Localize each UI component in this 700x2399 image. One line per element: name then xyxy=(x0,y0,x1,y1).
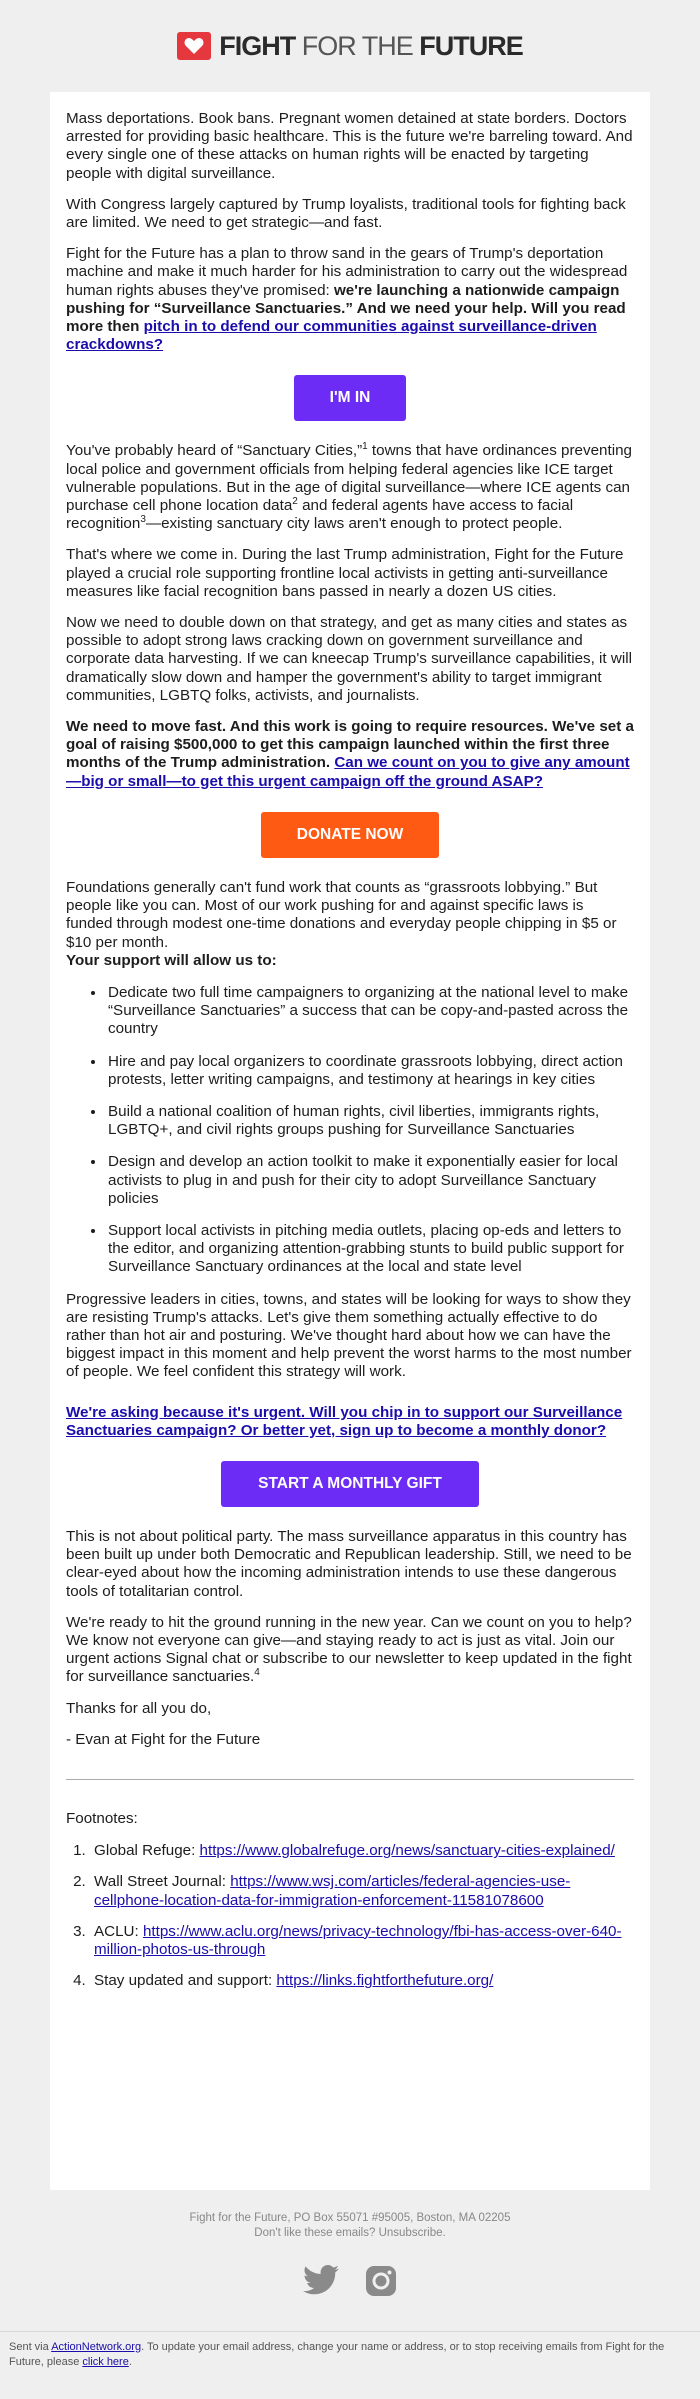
footnote-link[interactable]: https://links.fightforthefuture.org/ xyxy=(276,1972,494,1990)
paragraph-progressive-leaders: Progressive leaders in cities, towns, and states will be looking for ways to show they are resisting Trump's attacks. Let's give them something actually effective to do rather than hot air and posturing. We've thought hard about how we can have the biggest impact in this moment and help prevent the worst harms to the most number of people. We feel confident this strategy will work. xyxy=(66,1290,632,1381)
social-links xyxy=(0,2265,700,2297)
fight-for-the-future-logo[interactable] xyxy=(177,31,523,62)
heart-icon xyxy=(177,32,211,60)
list-item: • Design and develop an action toolkit to make it exponentially easier for local activists to plug in and push for their city to adopt Surveillance Sanctuary policies xyxy=(106,1153,634,1208)
monthly-donor-link[interactable]: We're asking because it's urgent. Will you chip in to support our Surveillance Sanctuaries campaign? Or better yet, sign up to become a monthly donor? xyxy=(66,1403,623,1439)
footnote-item: 1. Global Refuge: https://www.globalrefuge.org/news/sanctuary-cities-explained/ xyxy=(90,1842,634,1860)
list-item: • Support local activists in pitching media outlets, placing op-eds and letters to the editor, and organizing attention-grabbing stunts to build public support for Surveillance Sanctuary ordinances at the local and state level xyxy=(106,1222,634,1277)
paragraph-foundations: Foundations generally can't fund work that counts as “grassroots lobbying.” But people like you can. Most of our work pushing for and against specific laws is funded through modest one-time donations and everyday people chipping in $5 or $10 per month. Your support will allow us to: xyxy=(66,878,617,969)
click-here-link[interactable]: click here xyxy=(82,2356,129,2368)
list-item: • Hire and pay local organizers to coordinate grassroots lobbying, direct action protests, letter writing campaigns, and testimony at hearings in key cities xyxy=(106,1053,634,1089)
paragraph-where-we-come-in: That's where we come in. During the last Trump administration, Fight for the Future played a crucial role supporting frontline local activists in getting anti-surveillance measures like facial recognition bans passed in nearly a dozen US cities. xyxy=(66,546,624,600)
paragraph-congress: With Congress largely captured by Trump loyalists, traditional tools for fighting back are limited. We need to get strategic—and fast. xyxy=(66,195,626,232)
footnotes-title: Footnotes: xyxy=(66,1810,138,1827)
footnote-item: 4. Stay updated and support: https://links.fightforthefuture.org/ xyxy=(90,1972,634,1990)
paragraph-urgent xyxy=(66,1404,634,1440)
footnote-item: 2. Wall Street Journal: https://www.wsj.com/articles/federal-agencies-use-cellphone-location-data-for-immigration-enforcement-11581078600 xyxy=(90,1873,634,1909)
pitch-in-link[interactable]: pitch in to defend our communities against surveillance-driven crackdowns? xyxy=(66,318,597,354)
unsubscribe-link[interactable]: Don't like these emails? Unsubscribe. xyxy=(254,2227,446,2239)
email-header xyxy=(0,0,700,92)
start-monthly-gift-button[interactable]: START A MONTHLY GIFT xyxy=(221,1461,479,1507)
list-item: • Dedicate two full time campaigners to organizing at the national level to make “Surveillance Sanctuaries” a success that can be copy-and-pasted across the country xyxy=(106,984,634,1039)
actionnetwork-link[interactable]: ActionNetwork.org xyxy=(51,2341,142,2353)
paragraph-political-party: This is not about political party. The mass surveillance apparatus in this country has been built up under both Democratic and Republican leadership. Still, we need to be clear-eyed about how the incoming administration intends to use these dangerous tools of totalitarian control. xyxy=(66,1527,632,1600)
divider xyxy=(66,1779,634,1780)
paragraph-move-fast: We need to move fast. And this work is going to require resources. We've set a goal of raising $500,000 to get this campaign launched within the first three months of the Trump administration. Can we count on you to give any amount—big or small—to get this urgent campaign off the ground ASAP? xyxy=(66,718,634,790)
paragraph-sanctuary-cities: You've probably heard of “Sanctuary Cities,”$^1$ towns that have ordinances preventing local police and government officials from helping federal agencies like ICE target vulnerable populations. But in the age of digital surveillance—where ICE agents can purchase cell phone location data$^2$ and federal agents have access to facial recognition$^3$—existing sanctuary city laws aren't enough to protect people. xyxy=(66,441,632,533)
sent-via-bar: Sent via ActionNetwork.org. To update your email address, change your name or address, or to stop receiving emails from Fight for the Future, please click here. xyxy=(0,2331,700,2399)
give-any-amount-link[interactable]: Can we count on you to give any amount—big or small—to get this urgent campaign off the ground ASAP? xyxy=(66,754,630,790)
support-list xyxy=(66,984,634,1277)
im-in-button[interactable]: I'M IN xyxy=(294,375,406,421)
mailing-address: Fight for the Future, PO Box 55071 #95005, Boston, MA 02205 xyxy=(189,2212,511,2224)
paragraph-double-down: Now we need to double down on that strategy, and get as many cities and states as possible to adopt strong laws cracking down on government surveillance and corporate data harvesting. If we can kneecap Trump's surveillance capabilities, it will dramatically slow down and hamper the government's ability to target immigrant communities, LGBTQ folks, activists, and journalists. xyxy=(66,614,632,704)
instagram-icon[interactable] xyxy=(365,2265,397,2297)
footnotes-list xyxy=(66,1842,634,1990)
email-body xyxy=(50,92,650,2190)
footer-address xyxy=(0,2211,700,2241)
paragraph-intro: Mass deportations. Book bans. Pregnant women detained at state borders. Doctors arrested for providing basic healthcare. This is the future we're barreling toward. And every single one of these attacks on human rights will be enacted by targeting people with digital surveillance. xyxy=(66,110,633,182)
footnote-link[interactable]: https://www.wsj.com/articles/federal-agencies-use-cellphone-location-data-for-immigration-enforcement-11581078600 xyxy=(94,1873,571,1909)
list-item: • Build a national coalition of human rights, civil liberties, immigrants rights, LGBTQ+, and civil rights groups pushing for Surveillance Sanctuaries xyxy=(106,1103,634,1139)
donate-now-button[interactable]: DONATE NOW xyxy=(261,812,439,858)
twitter-icon[interactable] xyxy=(303,2265,339,2297)
paragraph-plan: Fight for the Future has a plan to throw sand in the gears of Trump's deportation machine and make it much harder for his administration to carry out the widespread human rights abuses they've promised: we're launching a nationwide campaign pushing for “Surveillance Sanctuaries.” And we need your help. Will you read more then pitch in to defend our communities against surveillance-driven crackdowns? xyxy=(66,245,628,354)
footnote-item: 3. ACLU: https://www.aclu.org/news/privacy-technology/fbi-has-access-over-640-million-photos-us-through xyxy=(90,1923,634,1959)
signature: - Evan at Fight for the Future xyxy=(66,1730,261,1748)
paragraph-thanks: Thanks for all you do, xyxy=(66,1699,212,1717)
footnote-link[interactable]: https://www.aclu.org/news/privacy-technology/fbi-has-access-over-640-million-photos-us-through xyxy=(94,1922,622,1959)
footnote-link[interactable]: https://www.globalrefuge.org/news/sanctuary-cities-explained/ xyxy=(199,1842,615,1860)
logo-text: FIGHT FOR THE FUTURE xyxy=(219,30,523,61)
paragraph-ready: We're ready to hit the ground running in the new year. Can we count on you to help? We know not everyone can give—and staying ready to act is just as vital. Join our urgent actions Signal chat or subscribe to our newsletter to keep updated in the fight for surveillance sanctuaries.$^4$ xyxy=(66,1613,632,1686)
